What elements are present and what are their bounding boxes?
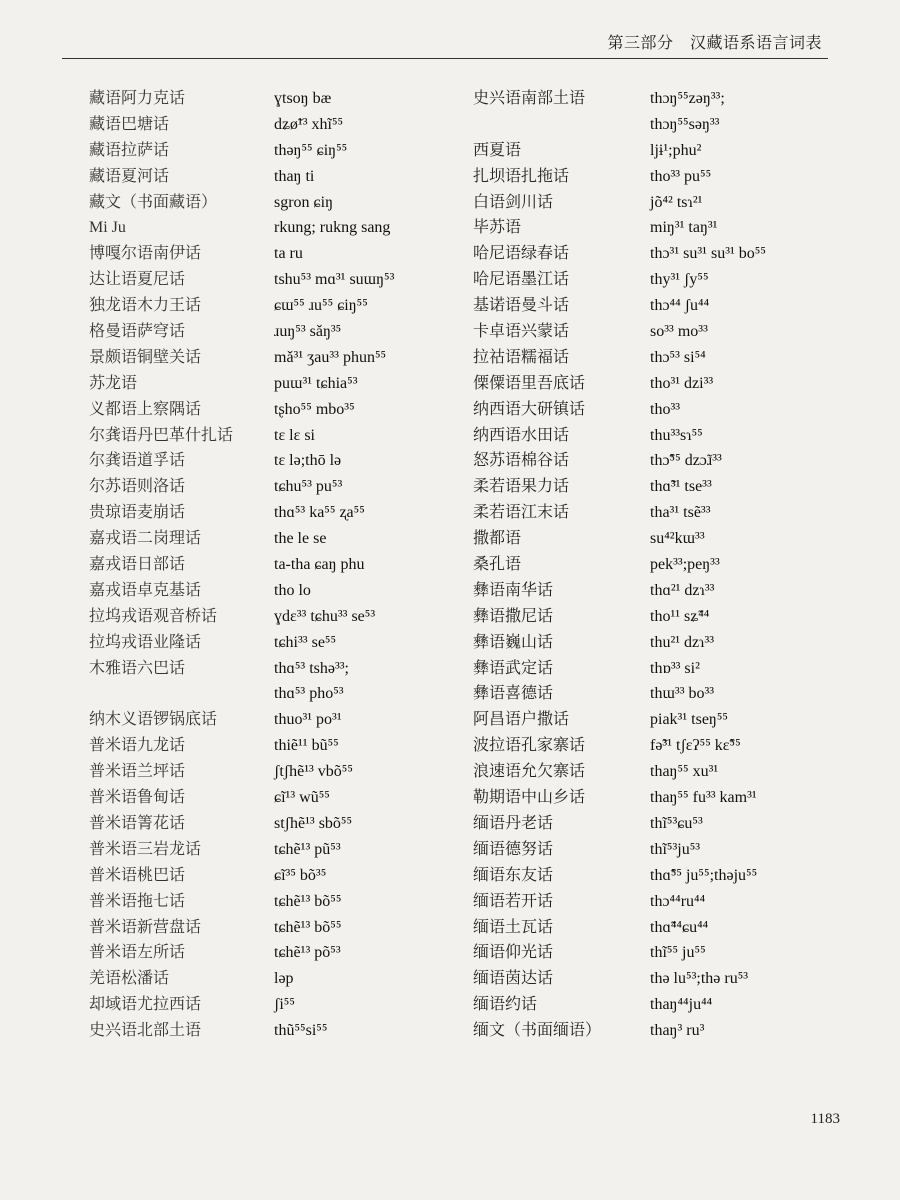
- word-form: thĩ⁵³ɕu⁵³: [650, 814, 703, 832]
- word-form: ləp: [274, 970, 294, 988]
- language-name: 史兴语北部土语: [89, 1022, 202, 1040]
- word-form: thũ⁵⁵si⁵⁵: [274, 1022, 328, 1040]
- word-form: stʃhẽ¹³ sbõ⁵⁵: [274, 814, 353, 832]
- entry-row: [473, 811, 833, 837]
- language-name: 羌语松潘话: [89, 970, 170, 988]
- word-form: ʃtʃhẽ¹³ vbõ⁵⁵: [274, 763, 353, 781]
- entry-row: [89, 241, 469, 267]
- word-form: fə̃³¹ tʃɛʔ⁵⁵ kɛ̃⁵⁵: [650, 737, 741, 755]
- language-name: 撒都语: [473, 530, 522, 548]
- entry-row: [89, 397, 469, 423]
- language-name: 格曼语萨穹话: [89, 323, 186, 341]
- word-form: jõ⁴² tsɿ²¹: [650, 193, 703, 211]
- entry-row: [89, 604, 469, 630]
- entry-row: [473, 267, 833, 293]
- language-name: 达让语夏尼话: [89, 271, 186, 289]
- word-form: tho¹¹ sʑ̃⁴⁴: [650, 607, 710, 625]
- entry-row: [473, 681, 833, 707]
- entry-row: [89, 552, 469, 578]
- entry-row: [89, 630, 469, 656]
- word-form: tho³¹ dzi³³: [650, 374, 714, 392]
- language-name: 桑孔语: [473, 556, 522, 574]
- word-form: thɑ⁵³ tshə³³;: [274, 659, 349, 677]
- entry-row: [473, 604, 833, 630]
- language-name: 却域语尤拉西话: [89, 996, 202, 1014]
- word-form: ɣtsoŋ bæ: [274, 90, 332, 107]
- entry-row: [89, 138, 469, 164]
- entry-row: [89, 474, 469, 500]
- language-name: 纳木义语锣锅底话: [89, 711, 218, 729]
- entry-row: [473, 241, 833, 267]
- entry-row: [89, 1018, 469, 1044]
- word-form: thĩ⁵⁵ ju⁵⁵: [650, 944, 706, 962]
- language-name: 缅语约话: [473, 996, 538, 1014]
- language-name: 嘉戎语二岗理话: [89, 530, 202, 548]
- word-form: tʂho⁵⁵ mbo³⁵: [274, 400, 355, 418]
- language-name: 景颇语铜壁关话: [89, 348, 202, 366]
- language-name: 藏文（书面藏语）: [89, 193, 218, 211]
- entry-row: [473, 578, 833, 604]
- page-number: 1183: [810, 1111, 840, 1127]
- word-form: so³³ mo³³: [650, 323, 708, 341]
- running-header: 第三部分 汉藏语系语言词表: [607, 35, 822, 52]
- entry-row: [89, 863, 469, 889]
- language-name: 史兴语南部土语: [473, 90, 586, 107]
- language-name: 贵琼语麦崩话: [89, 504, 186, 522]
- word-form: ɣdɛ³³ tɕhu³³ se⁵³: [274, 607, 376, 625]
- language-name: 扎坝语扎拖话: [473, 167, 570, 185]
- language-name: 哈尼语墨江话: [473, 271, 570, 289]
- entry-row: [89, 681, 469, 707]
- language-name: 彝语喜德话: [473, 685, 554, 703]
- language-name: 普米语拖七话: [89, 892, 186, 910]
- language-name: 嘉戎语卓克基话: [89, 581, 202, 599]
- word-form: tɛ lɛ si: [274, 426, 315, 444]
- word-form: ɕɯ⁵⁵ ɹu⁵⁵ ɕiŋ⁵⁵: [274, 297, 368, 315]
- language-name: 纳西语大研镇话: [473, 400, 586, 418]
- entry-row: [473, 190, 833, 216]
- left-column: [89, 86, 469, 1044]
- language-name: 普米语兰坪话: [89, 763, 186, 781]
- language-name: 柔若语江末话: [473, 504, 570, 522]
- word-form: thĩ⁵³ju⁵³: [650, 840, 701, 858]
- word-form: ɹuŋ⁵³ sǎŋ³⁵: [274, 323, 342, 341]
- word-form: tɕhu⁵³ pu⁵³: [274, 478, 343, 496]
- language-name: 义都语上察隅话: [89, 400, 202, 418]
- entry-row: [89, 319, 469, 345]
- entry-row: [473, 138, 833, 164]
- entry-row: [473, 759, 833, 785]
- language-name: 缅语东友话: [473, 866, 554, 884]
- language-name: 独龙语木力王话: [89, 297, 202, 315]
- right-column: [473, 86, 833, 1044]
- language-name: 基诺语曼斗话: [473, 297, 570, 315]
- language-name: 普米语新营盘话: [89, 918, 202, 936]
- language-name: 缅语若开话: [473, 892, 554, 910]
- entry-row: [89, 707, 469, 733]
- language-name: 尔苏语则洛话: [89, 478, 186, 496]
- header-rule: [62, 58, 828, 59]
- word-form: thɑ²¹ dzɿ³³: [650, 581, 715, 599]
- word-form: thɔ̃⁵⁵ dzɔ̃ɹ³³: [650, 452, 722, 470]
- entry-row: [89, 371, 469, 397]
- word-form: tho³³: [650, 400, 681, 418]
- entry-row: [473, 86, 833, 112]
- entry-row: [89, 759, 469, 785]
- language-name: 藏语夏河话: [89, 167, 170, 185]
- language-name: 拉坞戎语观音桥话: [89, 607, 218, 625]
- entry-row: [473, 1018, 833, 1044]
- word-form: thiẽ¹¹ bũ⁵⁵: [274, 737, 339, 755]
- entry-row: [473, 940, 833, 966]
- entry-row: [89, 164, 469, 190]
- entry-row: [89, 940, 469, 966]
- language-name: 尔龚语道孚话: [89, 452, 186, 470]
- word-form: pek³³;peŋ³³: [650, 556, 720, 574]
- word-form: mǎ³¹ ʒau³³ phun⁵⁵: [274, 348, 387, 366]
- entry-row: [89, 86, 469, 112]
- language-name: 哈尼语绿春话: [473, 245, 570, 263]
- word-form: tɕhẽ¹³ bõ⁵⁵: [274, 918, 342, 936]
- entry-row: [89, 190, 469, 216]
- language-name: 拉祜语糯福话: [473, 348, 570, 366]
- language-name: 彝语撒尼话: [473, 607, 554, 625]
- entry-row: [89, 785, 469, 811]
- language-name: 怒苏语棉谷话: [473, 452, 570, 470]
- entry-row: [473, 371, 833, 397]
- entry-row: [89, 526, 469, 552]
- language-name: Mi Ju: [89, 219, 126, 237]
- entry-row: [473, 164, 833, 190]
- entry-row: [473, 992, 833, 1018]
- word-form: thy³¹ ʃy⁵⁵: [650, 271, 709, 289]
- word-form: thɔ⁴⁴ru⁴⁴: [650, 892, 706, 910]
- language-name: 尔龚语丹巴革什扎话: [89, 426, 234, 444]
- entry-row: [89, 448, 469, 474]
- word-form: thaŋ⁵⁵ xu³¹: [650, 763, 719, 781]
- word-form: ɕĩ¹³ wũ⁵⁵: [274, 789, 330, 807]
- word-form: tho lo: [274, 581, 311, 599]
- entry-row: [473, 630, 833, 656]
- language-name: 彝语武定话: [473, 659, 554, 677]
- word-form: tɕhẽ¹³ pũ⁵³: [274, 840, 341, 858]
- entry-row: [89, 889, 469, 915]
- entry-row: [473, 423, 833, 449]
- language-name: 傈僳语里吾底话: [473, 374, 586, 392]
- word-form: tɛ lə;thō lə: [274, 452, 342, 470]
- language-name: 缅语仰光话: [473, 944, 554, 962]
- word-form: ta-tha ɕaŋ phu: [274, 556, 365, 574]
- language-name: 普米语三岩龙话: [89, 840, 202, 858]
- word-form: ljɨ¹;phu²: [650, 141, 702, 159]
- entry-row: [473, 215, 833, 241]
- word-form: thɔ³¹ su³¹ su³¹ bo⁵⁵: [650, 245, 766, 263]
- language-name: 勒期语中山乡话: [473, 789, 586, 807]
- word-form: thɑ̃⁴⁴ɕu⁴⁴: [650, 918, 709, 936]
- language-name: 彝语南华话: [473, 581, 554, 599]
- word-form: piak³¹ tseŋ⁵⁵: [650, 711, 728, 729]
- word-form: thɔ⁴⁴ ʃu⁴⁴: [650, 297, 710, 315]
- entry-row: [473, 112, 833, 138]
- entry-row: [89, 215, 469, 241]
- word-form: ɕĩ³⁵ bõ³⁵: [274, 866, 327, 884]
- entry-row: [89, 500, 469, 526]
- entry-row: [473, 526, 833, 552]
- word-form: thɯ³³ bo³³: [650, 685, 715, 703]
- language-name: 藏语巴塘话: [89, 115, 170, 133]
- entry-row: [473, 345, 833, 371]
- entry-row: [473, 397, 833, 423]
- word-form: thɔŋ⁵⁵zəŋ³³;: [650, 90, 725, 107]
- entry-row: [89, 112, 469, 138]
- entry-row: [473, 785, 833, 811]
- language-name: 木雅语六巴话: [89, 659, 186, 677]
- language-name: 柔若语果力话: [473, 478, 570, 496]
- entry-row: [473, 863, 833, 889]
- word-form: dʑø̃¹³ xhĩ⁵⁵: [274, 115, 344, 133]
- language-name: 缅文（书面缅语）: [473, 1022, 602, 1040]
- entry-row: [89, 267, 469, 293]
- word-form: thuo³¹ po³¹: [274, 711, 342, 729]
- language-name: 苏龙语: [89, 374, 138, 392]
- language-name: 拉坞戎语业隆话: [89, 633, 202, 651]
- entry-row: [473, 837, 833, 863]
- language-name: 波拉语孔家寨话: [473, 737, 586, 755]
- entry-row: [473, 656, 833, 682]
- word-form: sgron ɕiŋ: [274, 193, 334, 211]
- word-form: thəŋ⁵⁵ ɕiŋ⁵⁵: [274, 141, 348, 159]
- word-form: thɑ⁵³ pho⁵³: [274, 685, 344, 703]
- language-name: 缅语德努话: [473, 840, 554, 858]
- language-name: 博嘎尔语南伊话: [89, 245, 202, 263]
- language-name: 缅语茵达话: [473, 970, 554, 988]
- word-form: puɯ³¹ tɕhia⁵³: [274, 374, 358, 392]
- entry-row: [473, 966, 833, 992]
- language-name: 阿昌语户撒话: [473, 711, 570, 729]
- language-name: 彝语巍山话: [473, 633, 554, 651]
- word-form: thɔ⁵³ si⁵⁴: [650, 348, 706, 366]
- word-form: tɕhẽ¹³ põ⁵³: [274, 944, 341, 962]
- word-form: thaŋ⁴⁴ju⁴⁴: [650, 996, 713, 1014]
- word-form: tha³¹ tsẽ³³: [650, 504, 711, 522]
- entry-row: [473, 552, 833, 578]
- word-form: rkung; rukng sang: [274, 219, 391, 237]
- word-form: tshu⁵³ mɑ³¹ suɯŋ⁵³: [274, 271, 395, 289]
- language-name: 普米语九龙话: [89, 737, 186, 755]
- word-form: thaŋ ti: [274, 167, 315, 185]
- entry-row: [473, 500, 833, 526]
- word-form: ʃi⁵⁵: [274, 996, 295, 1014]
- language-name: 纳西语水田话: [473, 426, 570, 444]
- language-name: 毕苏语: [473, 219, 522, 237]
- language-name: 浪速语允欠寨话: [473, 763, 586, 781]
- word-form: thu²¹ dzɿ³³: [650, 633, 715, 651]
- entry-row: [473, 707, 833, 733]
- word-form: thaŋ⁵⁵ fu³³ kam³¹: [650, 789, 757, 807]
- language-name: 缅语土瓦话: [473, 918, 554, 936]
- entry-row: [473, 733, 833, 759]
- word-form: ta ru: [274, 245, 303, 263]
- word-form: su⁴²kɯ³³: [650, 530, 705, 548]
- word-form: thɑ̃³¹ tse³³: [650, 478, 712, 496]
- entry-row: [89, 423, 469, 449]
- word-form: the le se: [274, 530, 327, 548]
- language-name: 卡卓语兴蒙话: [473, 323, 570, 341]
- word-form: thɑ⁵³ ka⁵⁵ ʐa⁵⁵: [274, 504, 365, 522]
- entry-row: [89, 915, 469, 941]
- word-form: tɕhẽ¹³ bõ⁵⁵: [274, 892, 342, 910]
- word-form: miŋ³¹ taŋ³¹: [650, 219, 718, 237]
- word-form: thaŋ³ ru³: [650, 1022, 705, 1040]
- language-name: 藏语阿力克话: [89, 90, 186, 107]
- word-form: tho³³ pu⁵⁵: [650, 167, 712, 185]
- language-name: 普米语箐花话: [89, 814, 186, 832]
- entry-row: [89, 293, 469, 319]
- entry-row: [473, 474, 833, 500]
- entry-row: [473, 448, 833, 474]
- word-form: thɒ³³ si²: [650, 659, 700, 677]
- language-name: 普米语桃巴话: [89, 866, 186, 884]
- entry-row: [89, 578, 469, 604]
- entry-row: [473, 889, 833, 915]
- language-name: 缅语丹老话: [473, 814, 554, 832]
- language-name: 藏语拉萨话: [89, 141, 170, 159]
- word-form: tɕhi³³ se⁵⁵: [274, 633, 337, 651]
- language-name: 西夏语: [473, 141, 522, 159]
- entry-row: [89, 966, 469, 992]
- entry-row: [89, 837, 469, 863]
- language-name: 普米语鲁甸话: [89, 789, 186, 807]
- word-form: thu³³sɿ⁵⁵: [650, 426, 703, 444]
- entry-row: [473, 293, 833, 319]
- entry-row: [473, 319, 833, 345]
- language-name: 普米语左所话: [89, 944, 186, 962]
- word-form: thɔŋ⁵⁵səŋ³³: [650, 115, 720, 133]
- language-name: 嘉戎语日部话: [89, 556, 186, 574]
- word-form: thə lu⁵³;thə ru⁵³: [650, 970, 749, 988]
- entry-row: [89, 992, 469, 1018]
- entry-row: [473, 915, 833, 941]
- word-form: thɑ̃⁵⁵ ju⁵⁵;thəju⁵⁵: [650, 866, 758, 884]
- entry-row: [89, 733, 469, 759]
- language-name: 白语剑川话: [473, 193, 554, 211]
- entry-row: [89, 811, 469, 837]
- entry-row: [89, 345, 469, 371]
- entry-row: [89, 656, 469, 682]
